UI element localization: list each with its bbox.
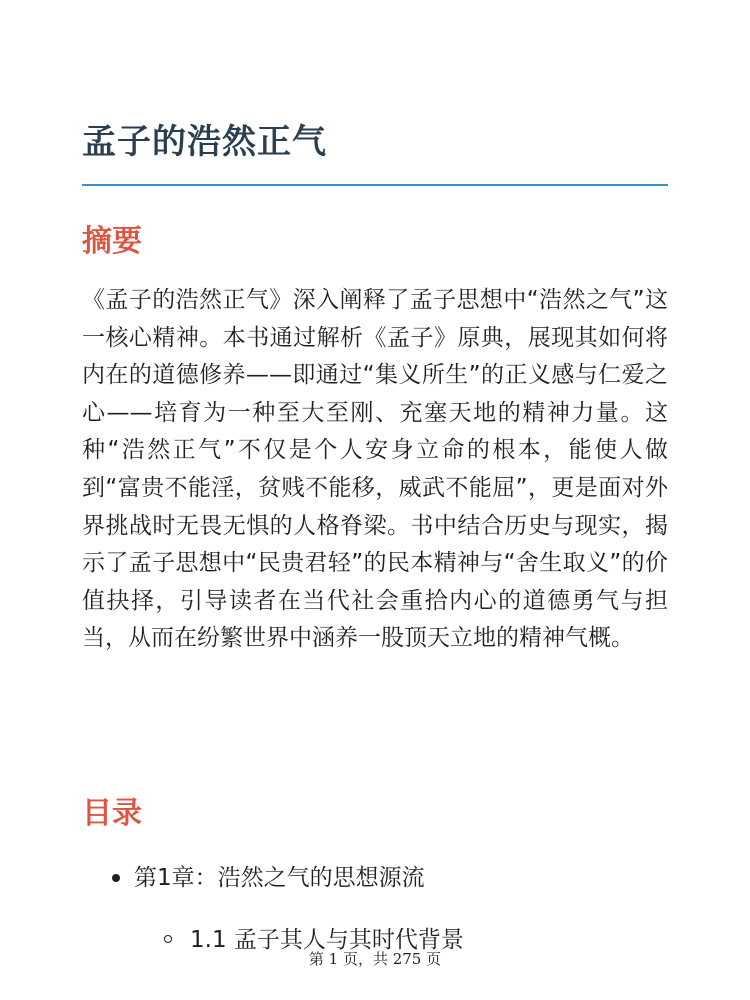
abstract-heading: 摘要 (82, 224, 142, 259)
circle-bullet-icon (164, 935, 172, 943)
toc-item-label: 第1章：浩然之气的思想源流 (134, 865, 425, 891)
table-of-contents (0, 858, 750, 960)
toc-heading: 目录 (82, 796, 142, 831)
disc-bullet-icon (112, 874, 120, 882)
title-divider (82, 184, 668, 186)
toc-item-chapter-1[interactable] (0, 858, 750, 898)
abstract-text: 《孟子的浩然正气》深入阐释了孟子思想中“浩然之气”这一核心精神。本书通过解析《孟子》原典，展现其如何将内在的道德修养——即通过“集义所生”的正义感与仁爱之心——培育为一种至大至刚、充塞天地的精神力量。这种“浩然正气”不仅是个人安身立命的根本，能使人做到“富贵不能淫，贫贱不能移，威武不能屈”，更是面对外界挑战时无畏无惧的人格脊梁。书中结合历史与现实，揭示了孟子思想中“民贵君轻”的民本精神与“舍生取义”的价值抉择，引导读者在当代社会重拾内心的道德勇气与担当，从而在纷繁世界中涵养一股顶天立地的精神气概。 (82, 287, 668, 652)
document-title: 孟子的浩然正气 (82, 122, 327, 162)
toc-item-label: 1.1 孟子其人与其时代背景 (190, 927, 464, 953)
page-number-footer: 第 1 页，共 275 页 (308, 950, 442, 968)
